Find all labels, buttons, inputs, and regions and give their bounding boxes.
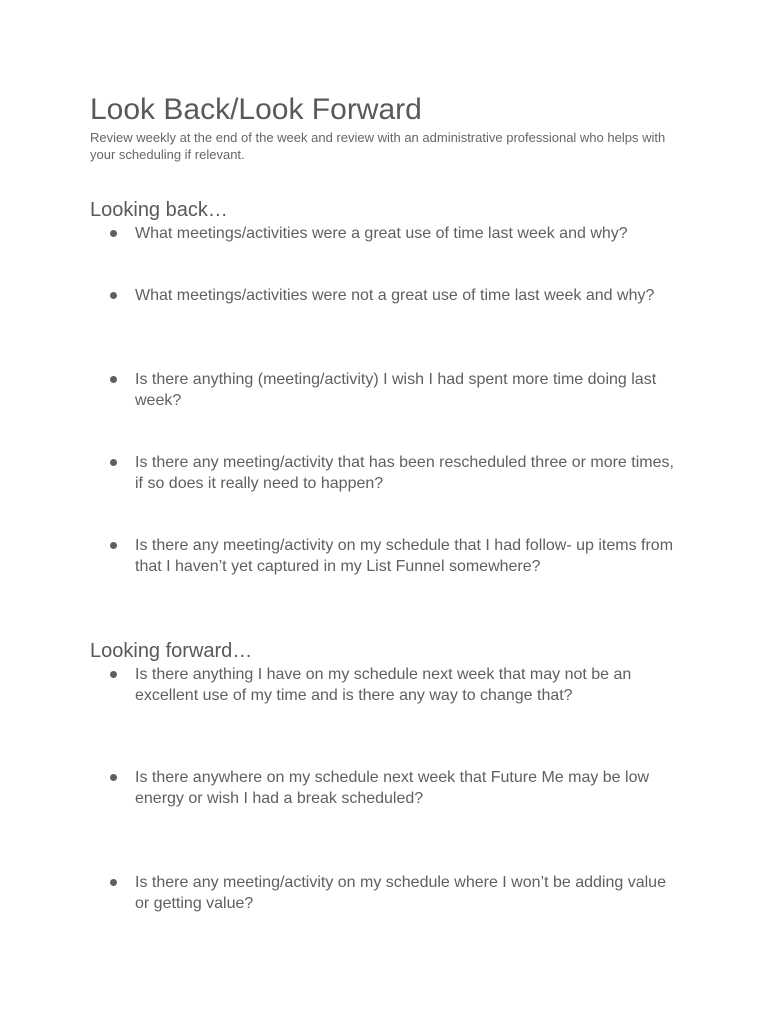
bullet-text: Is there any meeting/activity that has been rescheduled three or more times, if so does it really need to happen? [135,454,674,492]
bullet-icon [110,230,117,237]
document-title: Look Back/Look Forward [90,93,422,126]
bullet-text: Is there anywhere on my schedule next week that Future Me may be low energy or wish I had a break scheduled? [135,769,650,807]
document-subtitle: Review weekly at the end of the week and review with an administrative professional who helps with your scheduling if relevant. [90,130,666,162]
bullet-icon [110,879,117,886]
bullet-text: Is there any meeting/activity on my schedule where I won’t be adding value or getting value? [135,874,666,912]
bullet-text: What meetings/activities were not a great use of time last week and why? [135,287,655,304]
bullet-icon [110,292,117,299]
bullet-text: Is there any meeting/activity on my schedule that I had follow- up items from that I haven’t yet captured in my List Funnel somewhere? [135,537,674,575]
bullet-icon [110,376,117,383]
bullet-icon [110,459,117,466]
bullet-text: What meetings/activities were a great use of time last week and why? [135,225,628,242]
bullet-text: Is there anything I have on my schedule next week that may not be an excellent use of my time and is there any way to change that? [135,666,632,704]
bullet-icon [110,774,117,781]
bullet-text: Is there anything (meeting/activity) I wish I had spent more time doing last week? [135,371,657,409]
bullet-icon [110,542,117,549]
bullet-icon [110,671,117,678]
looking-back-heading: Looking back… [90,199,228,221]
looking-forward-heading: Looking forward… [90,640,253,662]
